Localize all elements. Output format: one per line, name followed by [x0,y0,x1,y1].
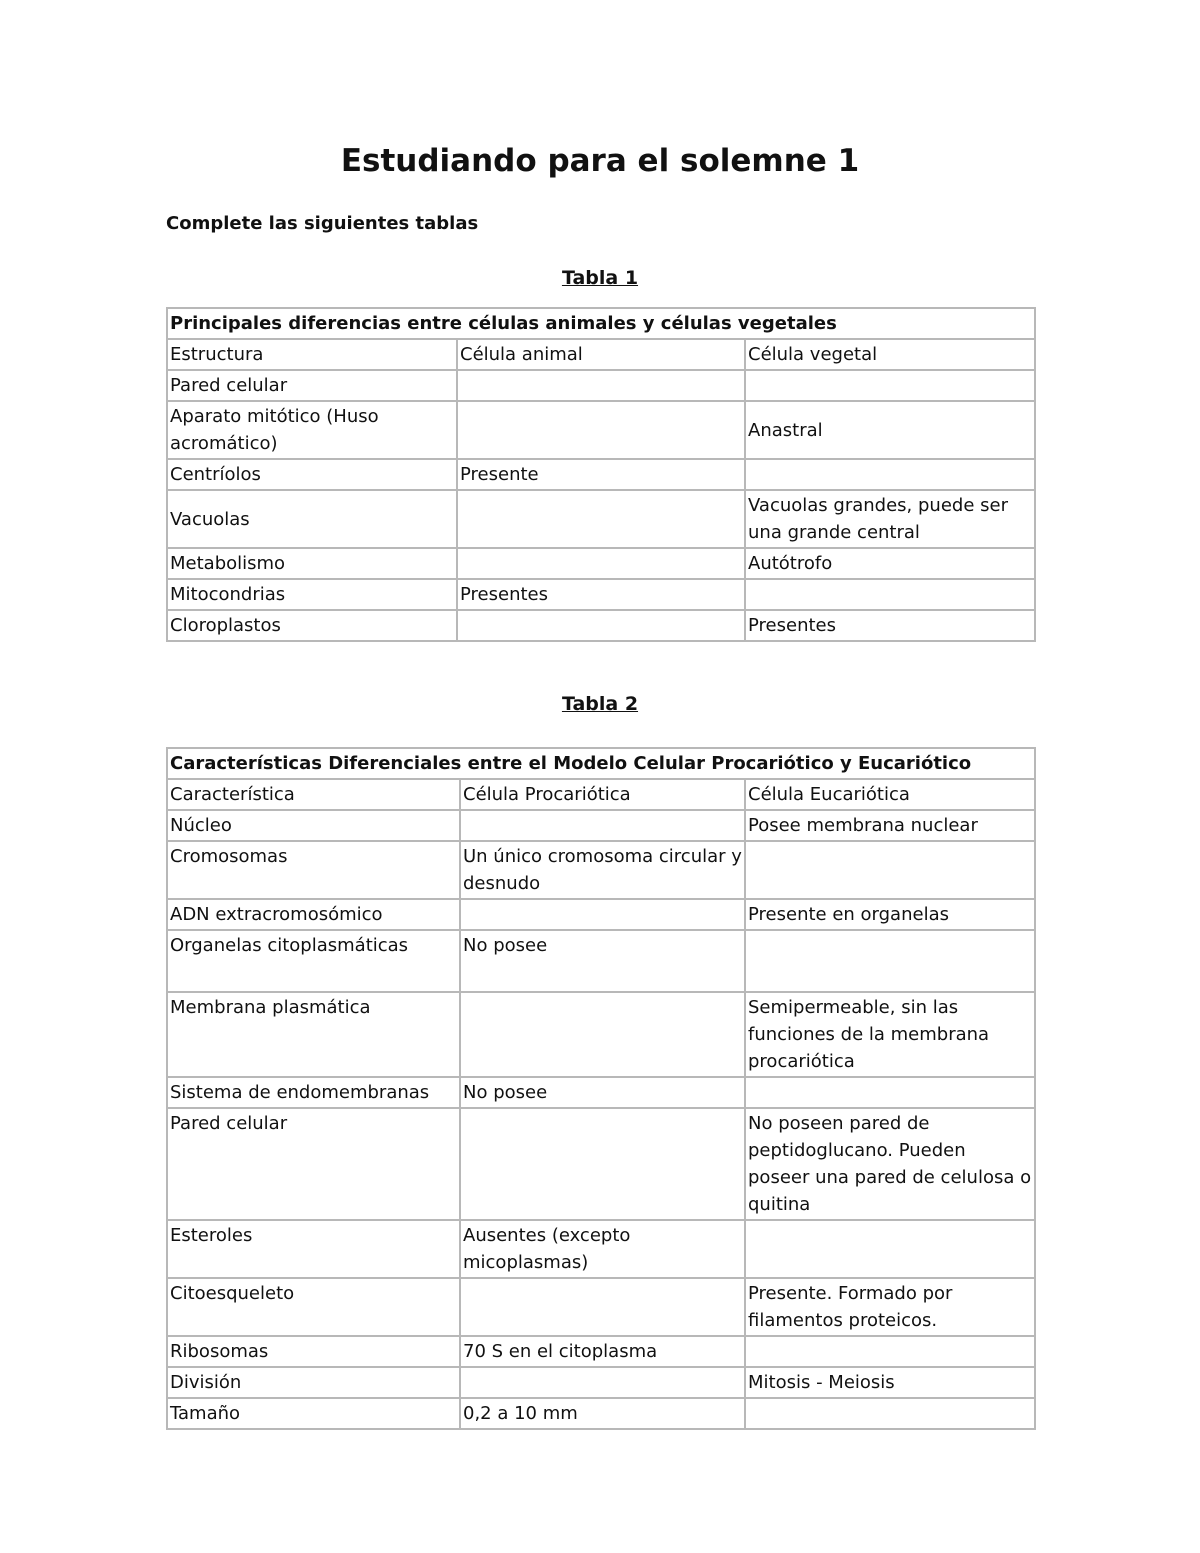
table-cell: Un único cromosoma circular y desnudo [460,841,745,899]
table-cell: Mitocondrias [167,579,457,610]
table-cell: Membrana plasmática [167,992,460,1077]
table-cell: 0,2 a 10 mm [460,1398,745,1429]
table-cell: Pared celular [167,1108,460,1220]
table-row [167,841,1035,899]
table-cell [460,1108,745,1220]
table-cell: Autótrofo [745,548,1035,579]
table-cell: Organelas citoplasmáticas [167,930,460,992]
column-header: Célula Procariótica [460,779,745,810]
table-cell [457,370,745,401]
table2-column-headers [167,779,1035,810]
table-row [167,1220,1035,1278]
table-cell [460,992,745,1077]
table-1 [166,307,1036,642]
table-row [167,899,1035,930]
table-cell: Metabolismo [167,548,457,579]
table-row [167,1336,1035,1367]
column-header: Célula vegetal [745,339,1035,370]
table-row [167,930,1035,992]
table-cell: Semipermeable, sin las funciones de la membrana procariótica [745,992,1035,1077]
instructions: Complete las siguientes tablas [166,213,479,234]
table-2 [166,747,1036,1430]
table-cell [745,1336,1035,1367]
table-row [167,459,1035,490]
table-cell: Esteroles [167,1220,460,1278]
table1-column-headers [167,339,1035,370]
table-row [167,992,1035,1077]
table-cell: Citoesqueleto [167,1278,460,1336]
table-cell [460,899,745,930]
table-cell: Centríolos [167,459,457,490]
table-row [167,610,1035,641]
table-cell: No posee [460,930,745,992]
table-row [167,1367,1035,1398]
table-cell: Núcleo [167,810,460,841]
table1-header: Principales diferencias entre células animales y células vegetales [167,308,1035,339]
table-cell: Tamaño [167,1398,460,1429]
table-cell: Ribosomas [167,1336,460,1367]
table-row [167,401,1035,459]
table-cell: Vacuolas grandes, puede ser una grande central [745,490,1035,548]
table-cell: Presentes [745,610,1035,641]
table-cell [745,1077,1035,1108]
table-cell: No poseen pared de peptidoglucano. Pueden poseer una pared de celulosa o quitina [745,1108,1035,1220]
table-cell [460,1367,745,1398]
table2-header-row [167,748,1035,779]
table-cell: División [167,1367,460,1398]
table-cell [745,1398,1035,1429]
table-row [167,810,1035,841]
table-cell: 70 S en el citoplasma [460,1336,745,1367]
table-cell [745,459,1035,490]
table-cell: ADN extracromosómico [167,899,460,930]
table-cell: Pared celular [167,370,457,401]
table-cell: Mitosis - Meiosis [745,1367,1035,1398]
table-cell: No posee [460,1077,745,1108]
table-cell: Cloroplastos [167,610,457,641]
table-cell [745,1220,1035,1278]
column-header: Característica [167,779,460,810]
table-cell [745,579,1035,610]
table2-caption: Tabla 2 [561,693,639,715]
table-row [167,1077,1035,1108]
table1-caption: Tabla 1 [561,267,639,289]
column-header: Célula animal [457,339,745,370]
table-row [167,490,1035,548]
table-cell [457,490,745,548]
table-cell [457,401,745,459]
table1-header-row [167,308,1035,339]
table-row [167,370,1035,401]
table-cell [457,548,745,579]
table-cell [460,1278,745,1336]
column-header: Célula Eucariótica [745,779,1035,810]
table-cell: Posee membrana nuclear [745,810,1035,841]
table-row [167,1278,1035,1336]
table-row [167,579,1035,610]
table-cell [745,370,1035,401]
table-cell: Ausentes (excepto micoplasmas) [460,1220,745,1278]
table-cell: Presente en organelas [745,899,1035,930]
table-cell: Vacuolas [167,490,457,548]
table-cell [460,810,745,841]
table-cell: Sistema de endomembranas [167,1077,460,1108]
table-cell: Presente. Formado por filamentos proteicos. [745,1278,1035,1336]
column-header: Estructura [167,339,457,370]
table-cell: Presente [457,459,745,490]
page-title: Estudiando para el solemne 1 [340,143,860,179]
table-row [167,1398,1035,1429]
table-cell: Cromosomas [167,841,460,899]
table-cell [745,841,1035,899]
table2-header: Características Diferenciales entre el Modelo Celular Procariótico y Eucariótico [167,748,1035,779]
table-cell: Aparato mitótico (Huso acromático) [167,401,457,459]
table-cell: Anastral [745,401,1035,459]
table-row [167,548,1035,579]
table-row [167,1108,1035,1220]
table-cell [457,610,745,641]
table-cell [745,930,1035,992]
table-cell: Presentes [457,579,745,610]
